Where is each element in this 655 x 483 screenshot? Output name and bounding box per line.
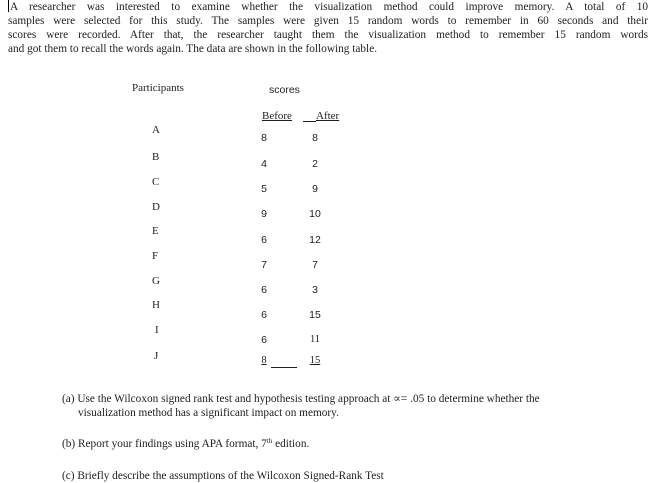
after-score: 15 [309,309,321,321]
participant-label: G [152,275,160,287]
question-c: (c) Briefly describe the assumptions of the Wilcoxon Signed-Rank Test [62,470,384,482]
before-score: 6 [261,334,267,346]
before-score: 9 [261,208,267,220]
after-score: 2 [312,158,318,170]
before-header: Before [262,110,292,122]
before-score: 6 [261,284,267,296]
alpha-symbol: ∝ [393,393,401,405]
intro-line-1: A researcher was interested to examine whether the visualization method could improve memory. A total of 10 [10,1,648,13]
header-underline-gap [303,121,316,122]
after-score: 10 [309,208,321,220]
table-bottom-rule [271,367,297,368]
after-score: 11 [309,334,321,345]
question-a-line2: visualization method has a significant impact on memory. [78,407,339,419]
participant-label: D [152,201,160,213]
after-score: 3 [312,284,318,296]
before-score: 5 [261,183,267,195]
question-a: (a) Use the Wilcoxon signed rank test and hypothesis testing approach at ∝= .05 to determine whether the [62,393,540,405]
question-b: (b) Report your findings using APA format, 7th edition. [62,437,310,450]
participant-label: I [155,324,159,336]
after-score: 15 [309,355,321,366]
before-score: 8 [261,355,267,366]
text-cursor [8,0,9,12]
problem-statement [8,0,648,56]
after-score: 8 [312,132,318,144]
participant-label: B [152,151,160,163]
after-score: 9 [312,183,318,195]
before-score: 6 [261,234,267,246]
intro-line-2: samples were selected for this study. The samples were given 15 random words to remember in 60 seconds and their [8,15,648,27]
participant-label: C [152,176,160,188]
participants-header: Participants [132,82,184,94]
intro-line-3: scores were recorded. After that, the researcher taught them the visualization method to remember 15 random words [8,29,648,41]
after-header: After [316,110,340,122]
before-score: 8 [261,132,267,144]
after-score: 12 [309,234,321,246]
participant-label: E [152,225,159,237]
participant-label: F [152,250,159,262]
before-score: 7 [261,259,267,271]
participant-label: A [152,124,160,136]
before-score: 4 [261,158,267,170]
intro-line-4: and got them to recall the words again. The data are shown in the following table. [8,43,378,55]
scores-header: scores [269,84,300,96]
participant-label: H [152,299,160,311]
after-score: 7 [312,259,318,271]
participant-label: J [154,350,159,362]
before-score: 6 [261,309,267,321]
